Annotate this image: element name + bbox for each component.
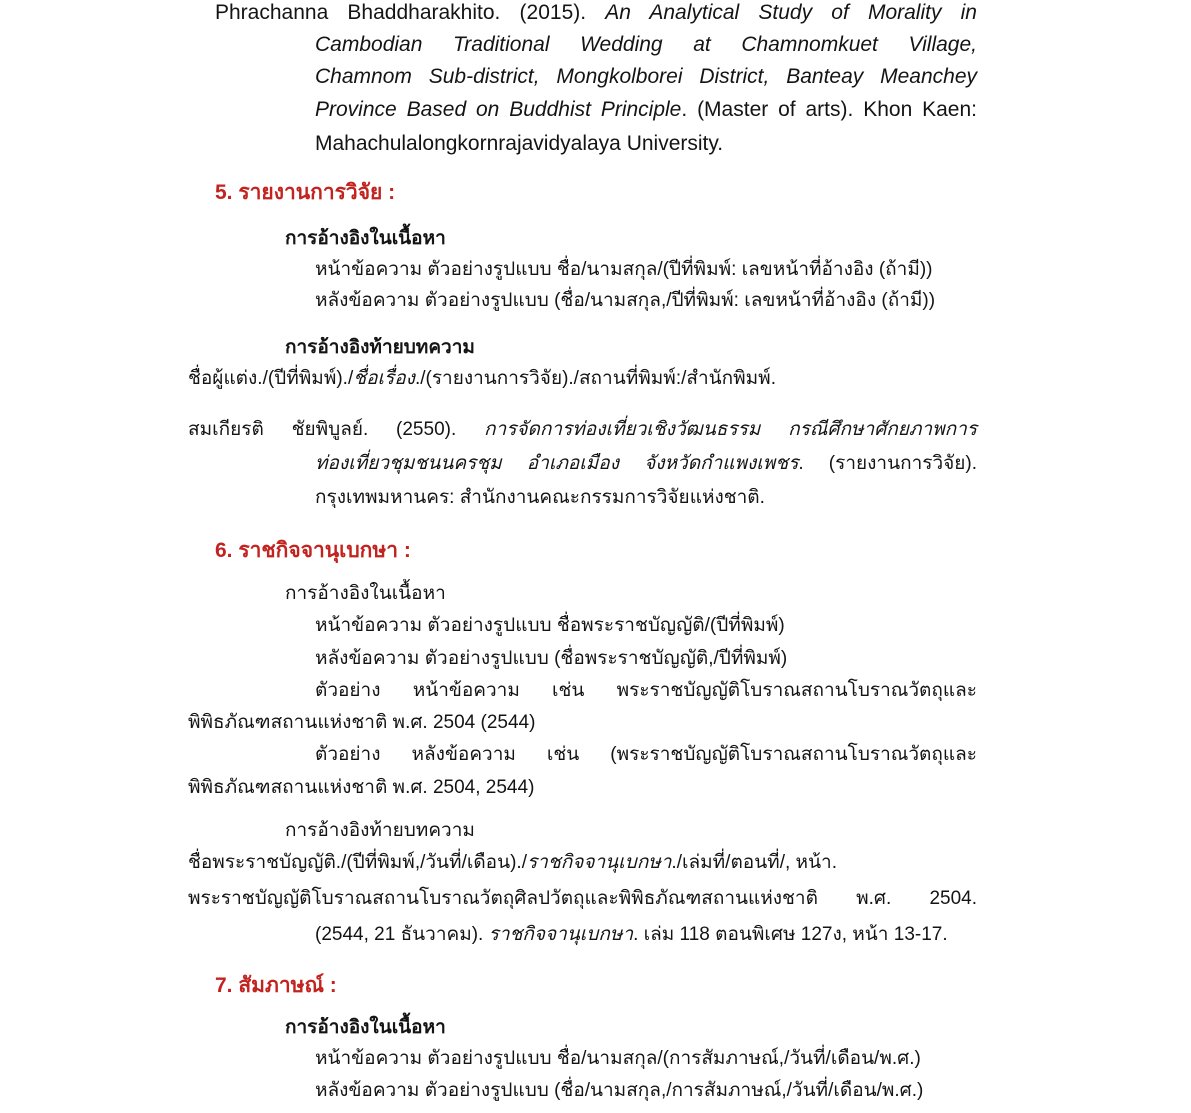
section-6-heading: 6. ราชกิจจานุเบกษา : [215, 539, 411, 562]
english-reference-line-2: Cambodian Traditional Wedding at Chamnomkuet Village, [315, 33, 977, 56]
reference-title-italic: An Analytical Study of Morality in [605, 1, 977, 24]
section-5-intext-heading: การอ้างอิงในเนื้อหา [285, 228, 446, 249]
section-5-heading: 5. รายงานการวิจัย : [215, 181, 396, 204]
section-5-endref-heading: การอ้างอิงท้ายบทความ [285, 337, 475, 358]
section-6-intext-front-format: หน้าข้อความ ตัวอย่างรูปแบบ ชื่อพระราชบัญญัติ/(ปีที่พิมพ์) [315, 615, 785, 636]
section-6-intext-back-format: หลังข้อความ ตัวอย่างรูปแบบ (ชื่อพระราชบัญญัติ,/ปีที่พิมพ์) [315, 648, 788, 669]
section-6-endref-example-line-1: พระราชบัญญัติโบราณสถานโบราณวัตถุศิลปวัตถุและพิพิธภัณฑสถานแห่งชาติ พ.ศ. 2504. [188, 888, 977, 909]
section-5-example-line-2: ท่องเที่ยวชุมชนนครชุม อำเภอเมือง จังหวัดกำแพงเพชร. (รายงานการวิจัย). [315, 453, 977, 474]
section-6-example-back-line-1: ตัวอย่าง หลังข้อความ เช่น (พระราชบัญญัติโบราณสถานโบราณวัตถุและ [315, 744, 977, 765]
section-7-intext-heading: การอ้างอิงในเนื้อหา [285, 1017, 446, 1038]
section-6-endref-pattern: ชื่อพระราชบัญญัติ./(ปีที่พิมพ์,/วันที่/เดือน)./ราชกิจจานุเบกษา./เล่มที่/ตอนที่/, หน้า. [188, 852, 838, 873]
section-7-heading: 7. สัมภาษณ์ : [215, 974, 337, 997]
section-6-intext-heading: การอ้างอิงในเนื้อหา [285, 583, 446, 604]
section-6-endref-heading: การอ้างอิงท้ายบทความ [285, 820, 475, 841]
english-reference-line-5: Mahachulalongkornrajavidyalaya University. [315, 132, 724, 155]
section-6-endref-example-line-2: (2544, 21 ธันวาคม). ราชกิจจานุเบกษา. เล่ม 118 ตอนพิเศษ 127ง, หน้า 13-17. [315, 924, 948, 945]
section-5-example-line-1: สมเกียรติ ชัยพิบูลย์. (2550). การจัดการท่องเที่ยวเชิงวัฒนธรรม กรณีศึกษาศักยภาพการ [188, 419, 977, 440]
english-reference-line-1 [215, 0, 977, 29]
section-6-example-back-line-2: พิพิธภัณฑสถานแห่งชาติ พ.ศ. 2504, 2544) [188, 777, 535, 798]
reference-author-year: Phrachanna Bhaddharakhito. (2015). [215, 1, 606, 24]
section-5-intext-back-format: หลังข้อความ ตัวอย่างรูปแบบ (ชื่อ/นามสกุล,/ปีที่พิมพ์: เลขหน้าที่อ้างอิง (ถ้ามี)) [315, 290, 936, 311]
section-7-intext-back-format: หลังข้อความ ตัวอย่างรูปแบบ (ชื่อ/นามสกุล,/การสัมภาษณ์,/วันที่/เดือน/พ.ศ.) [315, 1080, 924, 1101]
section-5-intext-front-format: หน้าข้อความ ตัวอย่างรูปแบบ ชื่อ/นามสกุล/(ปีที่พิมพ์: เลขหน้าที่อ้างอิง (ถ้ามี)) [315, 259, 933, 280]
section-5-endref-pattern: ชื่อผู้แต่ง./(ปีที่พิมพ์)./ชื่อเรื่อง./(รายงานการวิจัย)./สถานที่พิมพ์:/สำนักพิมพ์. [188, 368, 776, 389]
english-reference-line-3: Chamnom Sub-district, Mongkolborei District, Banteay Meanchey [315, 65, 977, 88]
section-7-intext-front-format: หน้าข้อความ ตัวอย่างรูปแบบ ชื่อ/นามสกุล/(การสัมภาษณ์,/วันที่/เดือน/พ.ศ.) [315, 1048, 921, 1069]
section-6-example-front-line-2: พิพิธภัณฑสถานแห่งชาติ พ.ศ. 2504 (2544) [188, 712, 536, 733]
section-5-example-line-3: กรุงเทพมหานคร: สำนักงานคณะกรรมการวิจัยแห่งชาติ. [315, 487, 765, 508]
section-6-example-front-line-1: ตัวอย่าง หน้าข้อความ เช่น พระราชบัญญัติโบราณสถานโบราณวัตถุและ [315, 680, 977, 701]
english-reference-line-4: Province Based on Buddhist Principle. (Master of arts). Khon Kaen: [315, 98, 978, 121]
